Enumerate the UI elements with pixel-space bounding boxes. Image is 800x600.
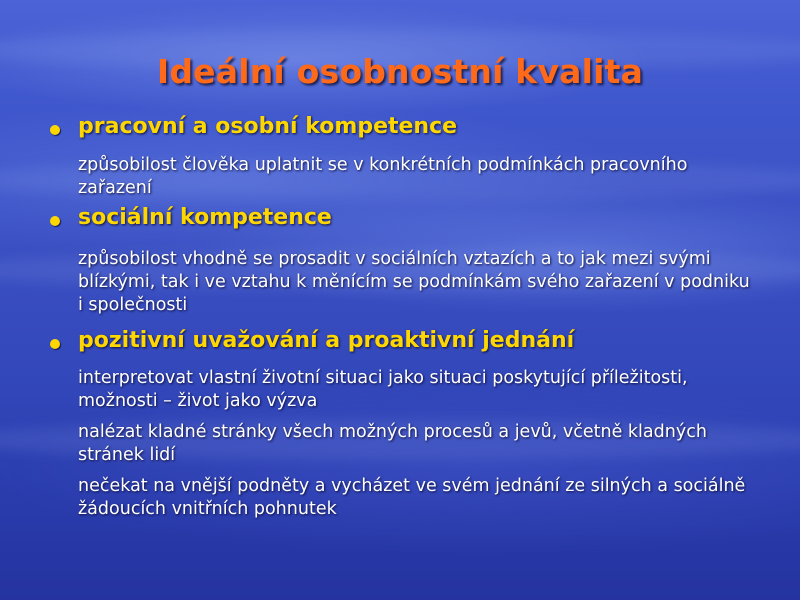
bullet-icon [50,339,60,349]
item-heading: pozitivní uvažování a proaktivní jednání [78,328,575,353]
slide-title: Ideální osobnostní kvalita [156,52,644,91]
item-description: způsobilost člověka uplatnit se v konkrétních podmínkách pracovního zařazení [78,155,688,198]
bullet-icon [50,125,60,135]
bullet-icon [50,216,60,226]
item-description: způsobilost vhodně se prosadit v sociálních vztazích a to jak mezi svými blízkými, tak i ve vztahu k měnícím se podmínkám svého zařazení v podniku i společnosti [78,249,750,315]
item-heading: sociální kompetence [78,205,332,230]
item-description: nečekat na vnější podněty a vycházet ve svém jednání ze silných a sociálně žádoucích vnitřních pohnutek [78,476,746,519]
item-description: interpretovat vlastní životní situaci jako situaci poskytující příležitosti, možnosti – život jako výzva [78,368,688,411]
item-description: nalézat kladné stránky všech možných procesů a jevů, včetně kladných stránek lidí [78,422,707,465]
item-heading: pracovní a osobní kompetence [78,114,458,139]
